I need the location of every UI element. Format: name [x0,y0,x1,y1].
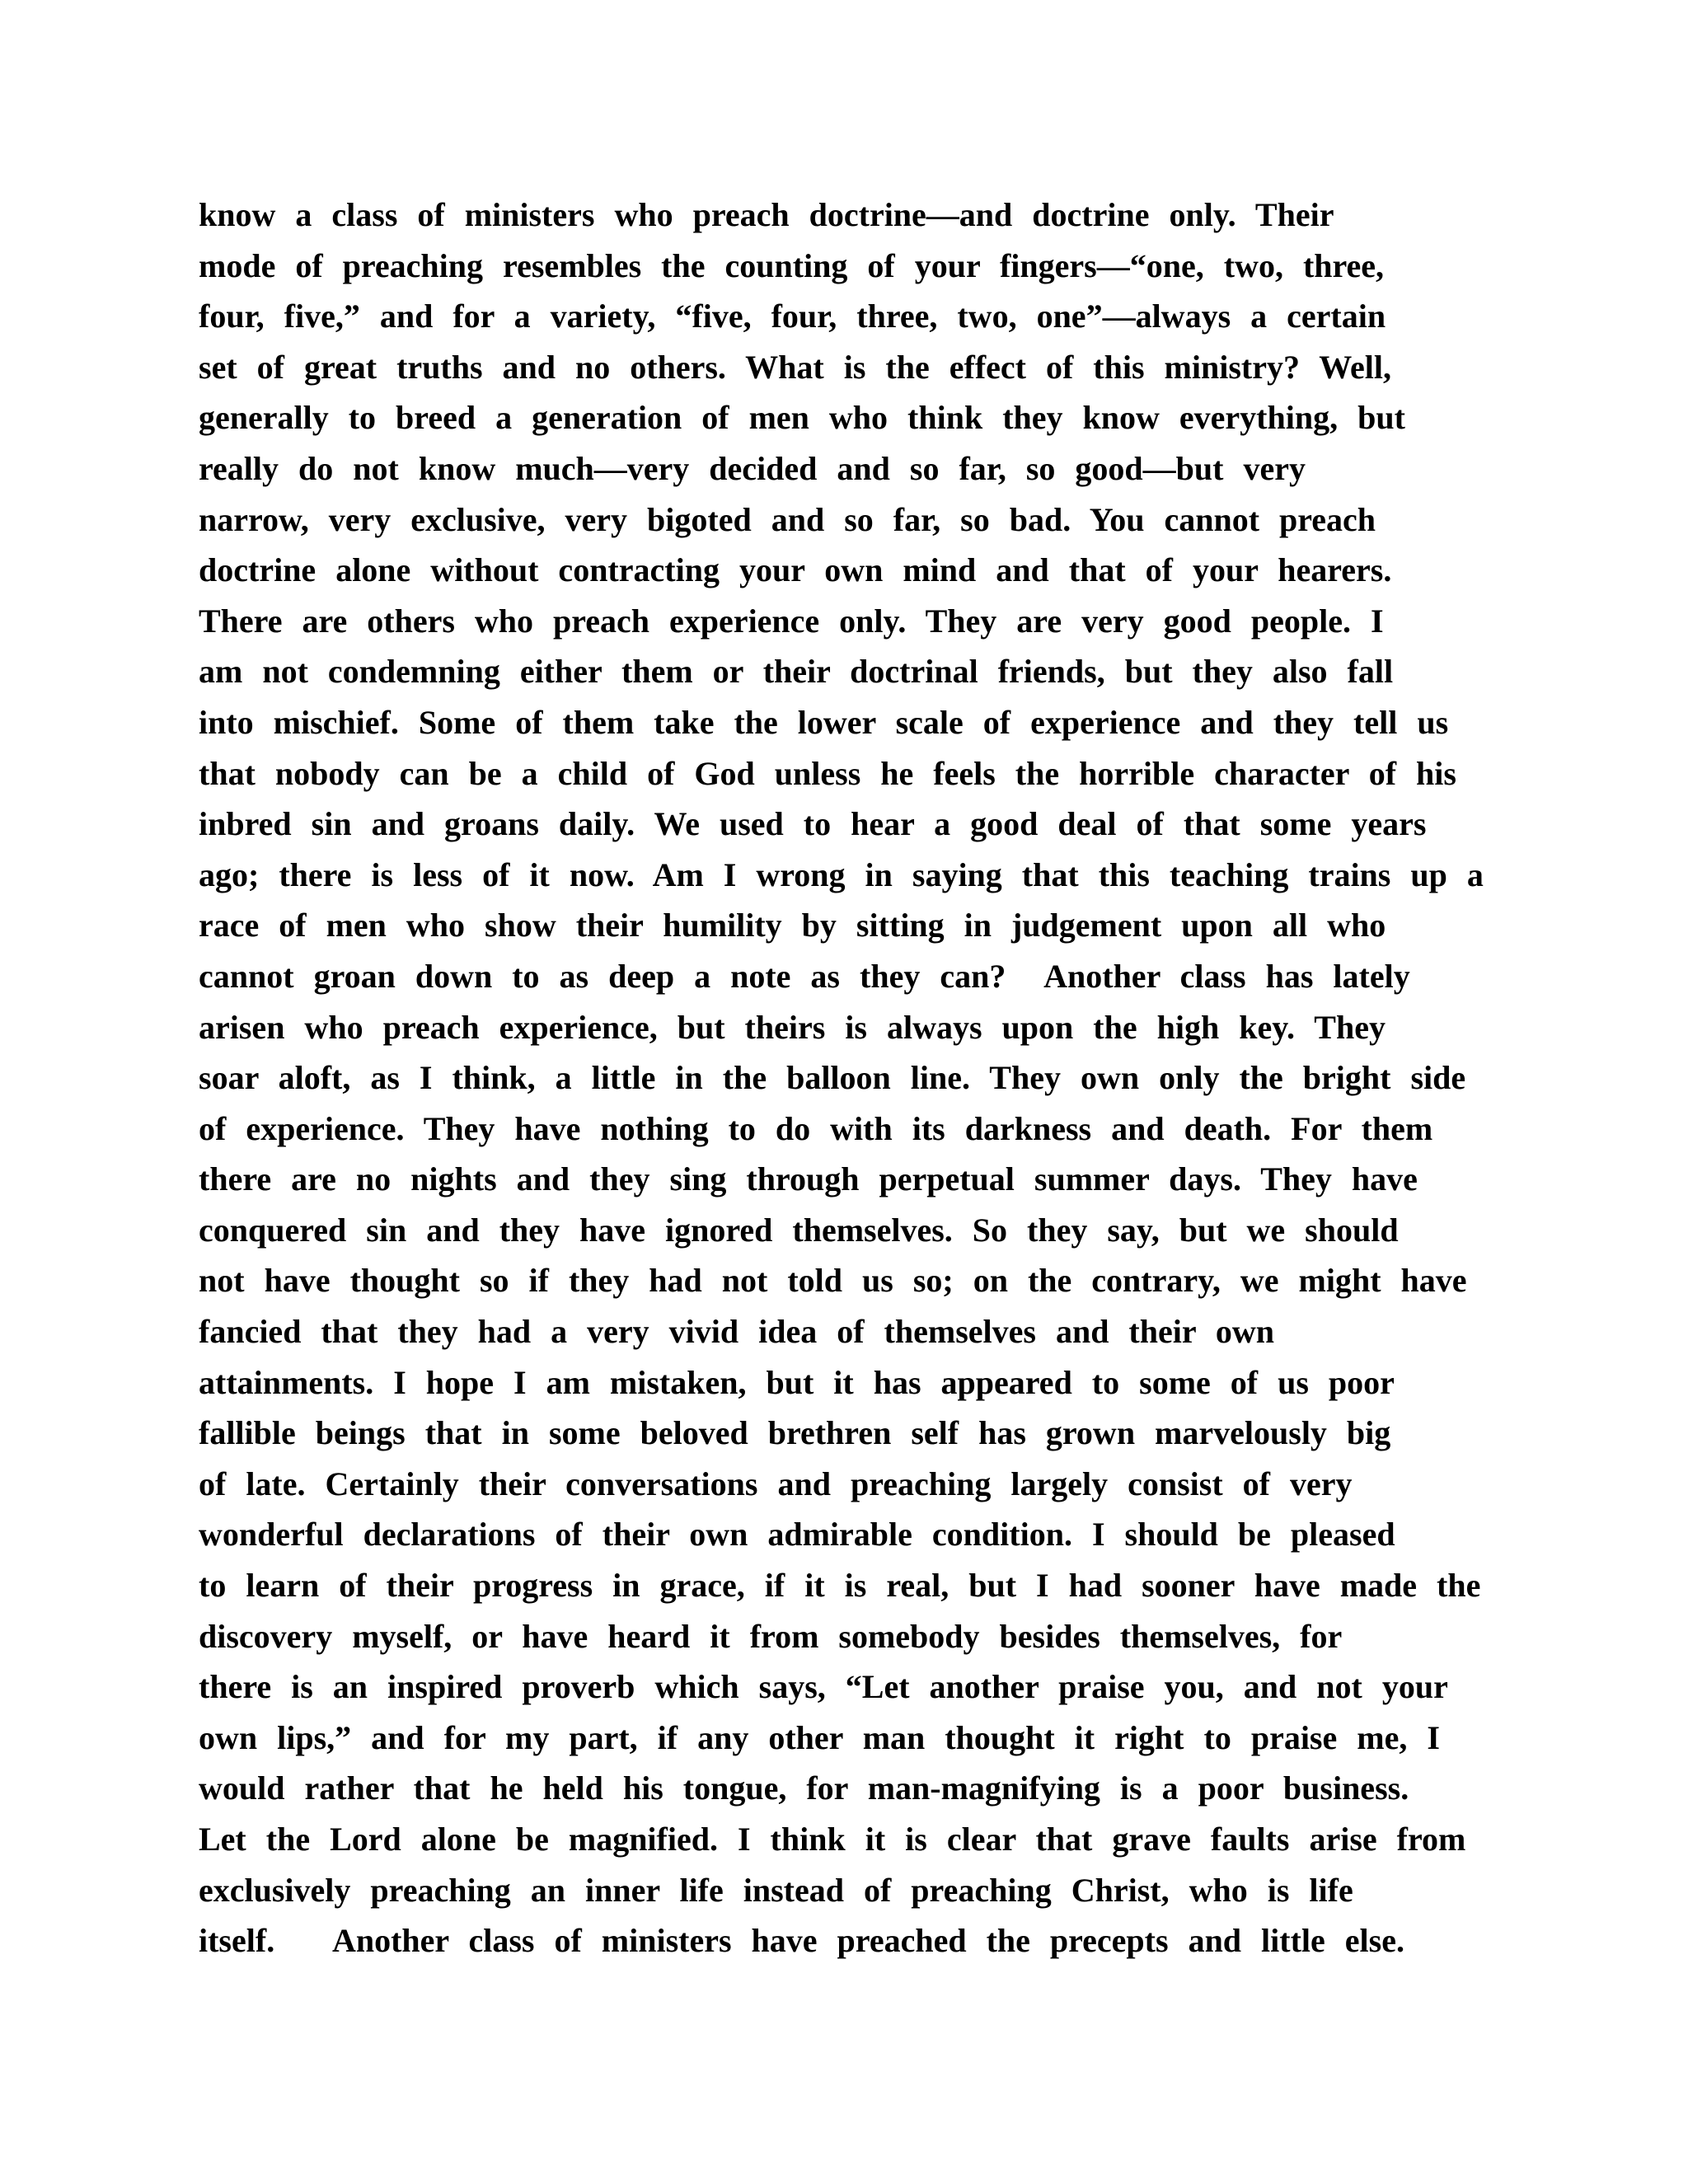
text-line: into mischief. Some of them take the lower scale of experience and they tell us [199,703,1449,741]
text-line: would rather that he held his tongue, for man-magnifying is a poor business. [199,1769,1409,1807]
text-line: of late. Certainly their conversations and preaching largely consist of very [199,1465,1353,1502]
text-line: generally to breed a generation of men who think they know everything, but [199,399,1405,437]
text-line: own lips,” and for my part, if any other man thought it right to praise me, I [199,1718,1440,1756]
text-line: exclusively preaching an inner life instead of preaching Christ, who is life [199,1871,1353,1909]
text-line: really do not know much—very decided and so far, so good—but very [199,449,1306,487]
text-line: itself. Another class of ministers have preached the precepts and little else. [199,1922,1404,1960]
text-line: fancied that they had a very vivid idea of themselves and their own [199,1313,1275,1351]
text-line: to learn of their progress in grace, if it is real, but I had sooner have made the [199,1567,1481,1605]
text-line: am not condemning either them or their doctrinal friends, but they also fall [199,653,1394,691]
text-line: there are no nights and they sing through perpetual summer days. They have [199,1160,1418,1198]
text-line: not have thought so if they had not told us so; on the contrary, we might have [199,1262,1467,1300]
text-line: set of great truths and no others. What is the effect of this ministry? Well, [199,348,1392,386]
text-line: doctrine alone without contracting your own mind and that of your hearers. [199,551,1392,589]
text-line: soar aloft, as I think, a little in the balloon line. They own only the bright side [199,1059,1466,1097]
text-line: there is an inspired proverb which says, “Let another praise you, and not your [199,1668,1448,1706]
text-line: ago; there is less of it now. Am I wrong in saying that this teaching trains up a [199,855,1484,893]
text-line: Let the Lord alone be magnified. I think it is clear that grave faults arise from [199,1821,1466,1858]
text-line: conquered sin and they have ignored themselves. So they say, but we should [199,1211,1399,1249]
text-line: inbred sin and groans daily. We used to hear a good deal of that some years [199,805,1427,843]
text-line: attainments. I hope I am mistaken, but it has appeared to some of us poor [199,1363,1395,1401]
text-line: that nobody can be a child of God unless he feels the horrible character of his [199,754,1456,792]
text-line: fallible beings that in some beloved brethren self has grown marvelously big [199,1414,1391,1452]
text-line: know a class of ministers who preach doctrine—and doctrine only. Their [199,196,1334,233]
text-line: race of men who show their humility by sitting in judgement upon all who [199,907,1386,944]
text-line: cannot groan down to as deep a note as they can? Another class has lately [199,957,1410,995]
text-line: of experience. They have nothing to do with its darkness and death. For them [199,1109,1433,1147]
text-line: discovery myself, or have heard it from somebody besides themselves, for [199,1617,1343,1655]
text-line: mode of preaching resembles the counting of your fingers—“one, two, three, [199,246,1385,284]
text-line: wonderful declarations of their own admirable condition. I should be pleased [199,1516,1395,1554]
body-text [199,190,1517,1966]
text-line: four, five,” and for a variety, “five, four, three, two, one”—always a certain [199,298,1386,335]
text-line: There are others who preach experience only. They are very good people. I [199,602,1384,640]
text-line: narrow, very exclusive, very bigoted and so far, so bad. You cannot preach [199,500,1376,538]
text-line: arisen who preach experience, but theirs is always upon the high key. They [199,1008,1386,1046]
